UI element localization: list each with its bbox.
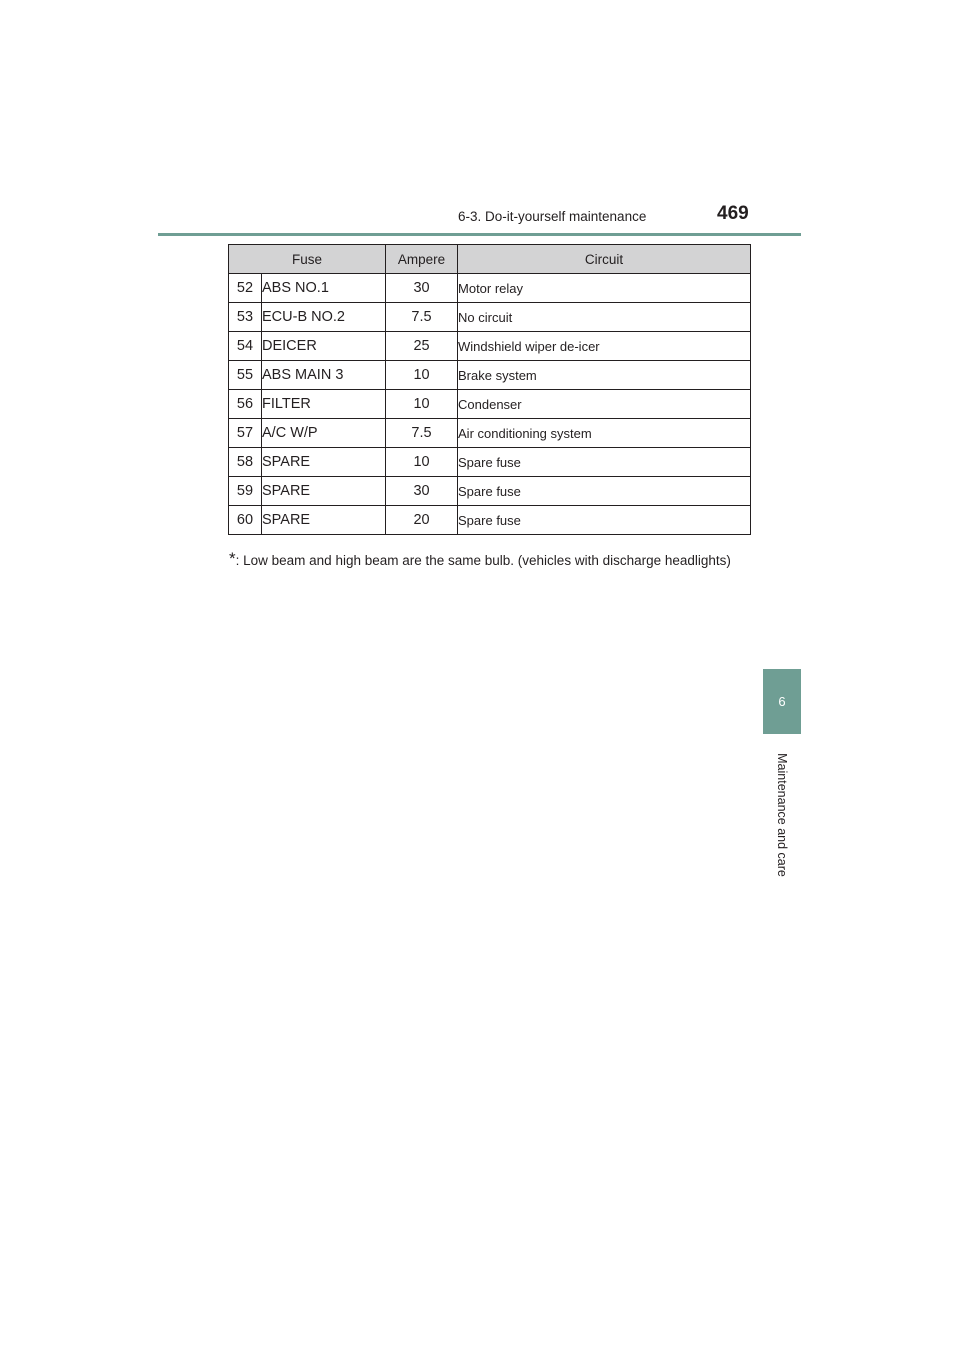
ampere-cell: 30 xyxy=(386,274,458,303)
fuse-number-cell: 57 xyxy=(229,419,262,448)
fuse-name-cell: ABS NO.1 xyxy=(262,274,386,303)
ampere-cell: 30 xyxy=(386,477,458,506)
circuit-cell: Motor relay xyxy=(458,274,751,303)
fuse-number-cell: 53 xyxy=(229,303,262,332)
footnote-text: : Low beam and high beam are the same bulb. (vehicles with discharge headlights) xyxy=(235,553,731,568)
table-row xyxy=(229,477,751,506)
ampere-cell: 10 xyxy=(386,361,458,390)
section-title: 6-3. Do-it-yourself maintenance xyxy=(458,209,647,224)
fuse-name-cell: ABS MAIN 3 xyxy=(262,361,386,390)
fuse-number-cell: 52 xyxy=(229,274,262,303)
circuit-cell: Spare fuse xyxy=(458,477,751,506)
table-row xyxy=(229,274,751,303)
circuit-cell: Windshield wiper de-icer xyxy=(458,332,751,361)
fuse-name-cell: SPARE xyxy=(262,506,386,535)
circuit-cell: Spare fuse xyxy=(458,448,751,477)
page-number: 469 xyxy=(717,203,749,224)
table-row xyxy=(229,419,751,448)
fuse-number-cell: 58 xyxy=(229,448,262,477)
circuit-cell: Brake system xyxy=(458,361,751,390)
fuse-name-cell: ECU-B NO.2 xyxy=(262,303,386,332)
fuse-name-cell: DEICER xyxy=(262,332,386,361)
circuit-cell: No circuit xyxy=(458,303,751,332)
fuse-name-cell: A/C W/P xyxy=(262,419,386,448)
table-row xyxy=(229,390,751,419)
fuse-table xyxy=(228,244,751,535)
ampere-cell: 10 xyxy=(386,390,458,419)
footnote-mark: * xyxy=(229,549,236,568)
fuse-name-cell: SPARE xyxy=(262,448,386,477)
table-body xyxy=(229,274,751,535)
fuse-number-cell: 55 xyxy=(229,361,262,390)
table-row xyxy=(229,361,751,390)
ampere-cell: 7.5 xyxy=(386,419,458,448)
circuit-cell: Spare fuse xyxy=(458,506,751,535)
table-header-row xyxy=(229,245,751,274)
fuse-number-cell: 59 xyxy=(229,477,262,506)
fuse-name-cell: SPARE xyxy=(262,477,386,506)
table-row xyxy=(229,506,751,535)
ampere-cell: 7.5 xyxy=(386,303,458,332)
table-row xyxy=(229,303,751,332)
fuse-number-cell: 60 xyxy=(229,506,262,535)
table-row xyxy=(229,448,751,477)
ampere-cell: 25 xyxy=(386,332,458,361)
fuse-number-cell: 54 xyxy=(229,332,262,361)
header-divider xyxy=(158,233,801,236)
ampere-cell: 20 xyxy=(386,506,458,535)
chapter-tab: 6 xyxy=(763,669,801,734)
column-header-ampere: Ampere xyxy=(386,245,458,274)
ampere-cell: 10 xyxy=(386,448,458,477)
fuse-number-cell: 56 xyxy=(229,390,262,419)
table-row xyxy=(229,332,751,361)
footnote xyxy=(229,549,731,573)
column-header-circuit: Circuit xyxy=(458,245,751,274)
fuse-name-cell: FILTER xyxy=(262,390,386,419)
column-header-fuse: Fuse xyxy=(229,245,386,274)
circuit-cell: Condenser xyxy=(458,390,751,419)
circuit-cell: Air conditioning system xyxy=(458,419,751,448)
chapter-label: Maintenance and care xyxy=(775,753,789,877)
